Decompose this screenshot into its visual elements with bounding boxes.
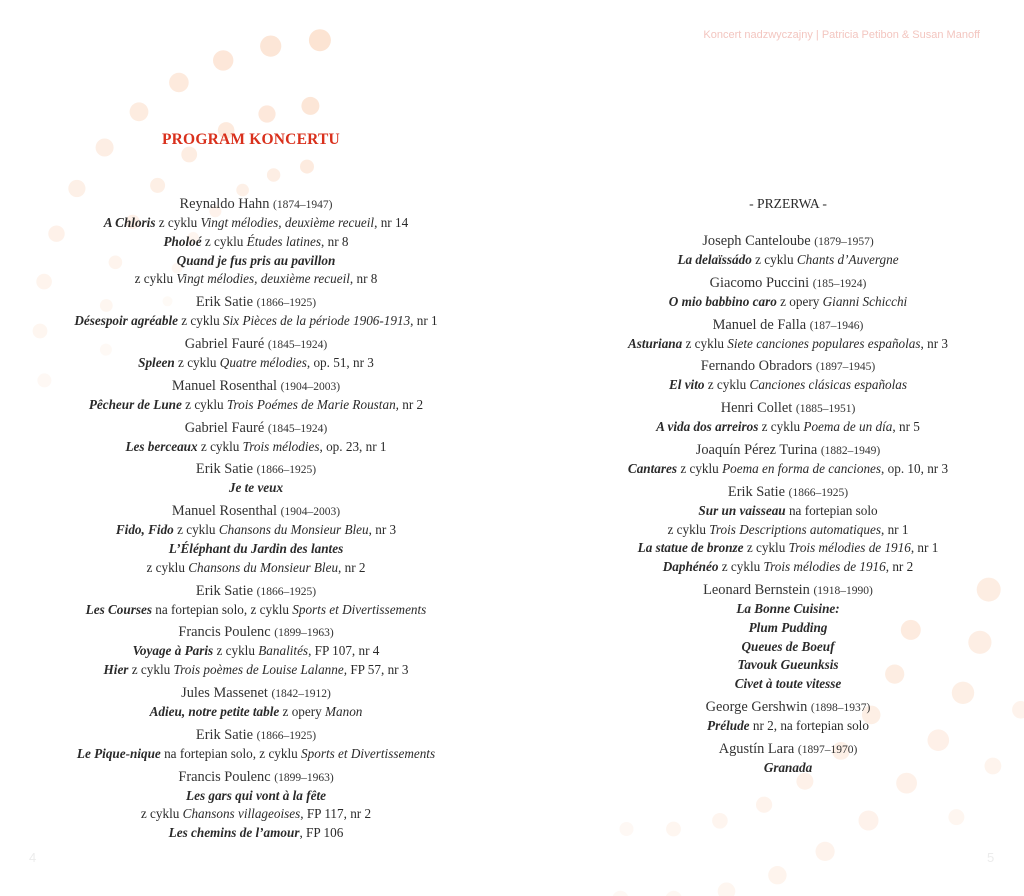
work-line [40, 661, 472, 680]
work-text: z cyklu [197, 438, 243, 454]
composer-name: Manuel Rosenthal [171, 503, 278, 520]
composer-name: Erik Satie [195, 461, 254, 478]
work-text: z opery [776, 293, 823, 309]
work-title: Cantares [627, 460, 678, 476]
cycle-title: Chansons du Monsieur Bleu [218, 522, 369, 538]
work-line [572, 335, 1004, 354]
work-text: z opery [279, 703, 326, 719]
work-line [40, 521, 472, 540]
composer-years: (1918–1990) [813, 584, 873, 597]
work-text: nr 2, na fortepian solo [749, 717, 869, 733]
cycle-title: Quatre mélodies [219, 354, 307, 370]
work-title: A Chloris [103, 215, 156, 230]
work-text: z cyklu [177, 313, 224, 329]
work-text: z cyklu [155, 215, 201, 230]
composer-years: (1904–2003) [280, 380, 341, 393]
work-text: z cyklu [134, 271, 177, 287]
work-text: z cyklu [201, 233, 247, 249]
composer-years: (185–1924) [812, 277, 867, 290]
cycle-title: Sports et Divertissements [301, 745, 436, 761]
work-text: , nr 5 [892, 419, 920, 435]
program-title: PROGRAM KONCERTU [162, 131, 340, 148]
work-text: z cyklu [174, 354, 220, 370]
work-text: z cyklu [718, 559, 764, 575]
composer-line [40, 582, 472, 601]
work-title: El vito [668, 377, 705, 393]
composer-name: Francis Poulenc [178, 768, 271, 785]
work-line [572, 600, 1004, 619]
work-title: Voyage à Paris [132, 643, 214, 659]
work-title: Les gars qui vont à la fête [186, 787, 326, 803]
work-title: L’Éléphant du Jardin des lantes [168, 540, 344, 556]
composer-years: (1842–1912) [271, 687, 331, 700]
composer-line [572, 399, 1004, 418]
work-text: , nr 2 [338, 559, 366, 575]
cycle-title: Banalités [258, 643, 309, 659]
cycle-title: Six Pièces de la période 1906-1913 [223, 313, 411, 329]
composer-line [572, 316, 1004, 335]
composer-line [572, 740, 1004, 759]
work-title: Daphénéo [662, 559, 719, 575]
composer-line [40, 460, 472, 479]
work-text: z cyklu [140, 806, 183, 822]
work-line [40, 824, 472, 843]
composer-years: (1866–1925) [256, 729, 317, 742]
work-text: , nr 2 [885, 559, 914, 575]
work-line [40, 601, 472, 620]
work-text: , nr 8 [321, 233, 349, 249]
work-text: na fortepian solo [785, 502, 878, 518]
composer-years: (1899–1963) [274, 627, 334, 640]
composer-name: Leonard Bernstein [703, 581, 810, 598]
composer-line [40, 293, 472, 312]
work-title: Civet à toute vitesse [734, 676, 842, 692]
work-text: , nr 1 [910, 540, 939, 556]
work-line [40, 214, 472, 233]
work-line [40, 438, 472, 457]
work-line [40, 396, 472, 415]
cycle-title: Chansons du Monsieur Bleu [188, 559, 339, 575]
work-line [40, 805, 472, 824]
work-text: , nr 3 [368, 522, 397, 538]
work-text: z cyklu [751, 252, 797, 267]
work-text: , op. 23, nr 1 [319, 438, 387, 454]
cycle-title: Poema de un día [803, 419, 893, 435]
composer-years: (1904–2003) [280, 506, 341, 519]
composer-name: George Gershwin [705, 698, 808, 715]
work-text: nr 2 [398, 396, 424, 412]
cycle-title: Canciones clásicas españolas [749, 377, 908, 393]
composer-line [572, 441, 1004, 460]
work-line [572, 293, 1004, 312]
work-title: Spleen [138, 354, 175, 370]
work-title: Désespoir agréable [74, 313, 178, 329]
composer-name: Agustín Lara [718, 740, 795, 757]
composer-years: (1866–1925) [256, 585, 317, 598]
work-text: FP 57, nr 3 [347, 662, 409, 678]
composer-line [572, 274, 1004, 293]
work-title: Les chemins de l’amour [168, 825, 300, 841]
work-title: Le Pique-nique [76, 745, 161, 761]
work-title: Asturiana [627, 335, 683, 351]
work-line [572, 759, 1004, 778]
program-right-list [572, 232, 1004, 778]
cycle-title: Siete canciones populares españolas [727, 335, 921, 351]
cycle-title: Trois mélodies [242, 438, 320, 454]
work-line [40, 559, 472, 578]
work-title: La statue de bronze [637, 540, 744, 556]
program-right-column [572, 195, 1004, 778]
composer-name: Erik Satie [195, 726, 254, 743]
work-title: Pêcheur de Lune [88, 396, 182, 412]
program-left-column [40, 195, 472, 843]
work-line [572, 418, 1004, 437]
cycle-title: Vingt mélodies, deuxième recueil [176, 271, 350, 287]
cycle-title: Trois Poémes de Marie Roustan, [226, 396, 399, 412]
composer-years: (1899–1963) [274, 771, 334, 784]
composer-line [40, 623, 472, 642]
work-title: Prélude [707, 717, 750, 733]
work-text: z cyklu [128, 662, 174, 678]
work-text: , FP 117, nr 2 [300, 806, 372, 822]
work-line [572, 502, 1004, 521]
work-line [572, 717, 1004, 736]
cycle-title: Sports et Divertissements [292, 601, 427, 617]
work-title: O mio babbino caro [668, 293, 777, 309]
work-text: na fortepian solo, z cyklu [151, 601, 293, 617]
cycle-title: Chansons villageoises [182, 806, 301, 822]
work-line [572, 539, 1004, 558]
work-title: La delaïssádo [677, 252, 752, 267]
composer-line [40, 768, 472, 787]
composer-years: (1866–1925) [788, 486, 849, 499]
work-title: Sur un vaisseau [698, 502, 786, 518]
work-line [40, 745, 472, 764]
work-text: , nr 1 [410, 313, 438, 329]
cycle-title: Trois mélodies de 1916 [788, 540, 911, 556]
work-line [40, 642, 472, 661]
composer-years: (1897–1945) [815, 361, 876, 374]
work-line [40, 233, 472, 252]
composer-years: (1897–1970) [797, 743, 858, 756]
work-text: , nr 14 [374, 215, 409, 230]
composer-line [572, 357, 1004, 376]
composer-years: (1866–1925) [256, 464, 317, 477]
work-title: Queues de Boeuf [741, 638, 835, 654]
work-text: z cyklu [181, 396, 227, 412]
composer-name: Manuel Rosenthal [171, 377, 278, 394]
composer-name: Joseph Canteloube [702, 233, 811, 249]
page-number-left: 4 [29, 850, 37, 865]
work-title: Je te veux [228, 480, 284, 496]
cycle-title: Trois Descriptions automatiques [709, 521, 881, 537]
work-line [40, 479, 472, 498]
cycle-title: Études latines [246, 233, 322, 249]
work-line [572, 460, 1004, 479]
composer-name: Francis Poulenc [178, 624, 271, 641]
composer-years: (1874–1947) [273, 199, 333, 211]
work-text: z cyklu [677, 460, 723, 476]
work-line [40, 312, 472, 331]
composer-name: Joaquín Pérez Turina [695, 441, 818, 458]
composer-years: (1885–1951) [795, 403, 856, 416]
cycle-title: Trois poèmes de Louise Lalanne, [173, 662, 348, 678]
composer-years: (1845–1924) [267, 338, 328, 351]
running-header: Koncert nadzwyczajny | Patricia Petibon & Susan Manoff [703, 29, 980, 41]
work-line [572, 656, 1004, 675]
composer-line [572, 581, 1004, 600]
work-text: z cyklu [743, 540, 789, 556]
composer-years: (1879–1957) [814, 236, 874, 248]
work-title: La Bonne Cuisine: [736, 600, 840, 616]
work-line [40, 703, 472, 722]
work-line [572, 638, 1004, 657]
work-text: z cyklu [173, 522, 219, 538]
composer-years: (1882–1949) [820, 444, 881, 457]
composer-years: (187–1946) [809, 319, 864, 332]
composer-line [40, 195, 472, 214]
intermission-label: - PRZERWA - [749, 196, 827, 211]
work-text: z cyklu [682, 335, 728, 351]
work-title: Les Courses [85, 601, 152, 617]
cycle-title: Manon [325, 703, 363, 719]
work-title: Pholoé [163, 233, 202, 249]
composer-name: Manuel de Falla [712, 316, 807, 333]
work-line [572, 251, 1004, 270]
composer-line [40, 684, 472, 703]
work-line [572, 376, 1004, 395]
work-line [40, 787, 472, 806]
composer-years: (1866–1925) [256, 297, 317, 310]
work-text: z cyklu [667, 521, 710, 537]
composer-line [40, 726, 472, 745]
work-line [40, 540, 472, 559]
page-number-right: 5 [987, 850, 995, 865]
work-line [40, 354, 472, 373]
work-title: Fido, Fido [115, 522, 174, 538]
work-text: na fortepian solo, z cyklu [160, 745, 302, 761]
composer-line [572, 483, 1004, 502]
composer-line [40, 377, 472, 396]
composer-name: Giacomo Puccini [709, 274, 810, 291]
work-line [572, 558, 1004, 577]
cycle-title: Vingt mélodies, deuxième recueil [200, 215, 375, 230]
composer-name: Henri Collet [720, 400, 793, 417]
work-line [40, 270, 472, 289]
work-text: , op. 51, nr 3 [306, 354, 374, 370]
composer-line [40, 419, 472, 438]
work-title: Tavouk Gueunksis [737, 657, 839, 673]
work-title: Hier [103, 662, 129, 678]
work-text: , nr 3 [920, 335, 949, 351]
composer-years: (1898–1937) [810, 701, 871, 714]
composer-line [572, 232, 1004, 251]
cycle-title: Trois mélodies de 1916 [763, 559, 886, 575]
work-title: Granada [763, 759, 813, 775]
work-text: z cyklu [146, 559, 189, 575]
cycle-title: Chants d’Auvergne [796, 252, 899, 267]
work-text: , op. 10, nr 3 [881, 460, 949, 476]
work-title: A vida dos arreiros [656, 419, 759, 435]
work-text: z cyklu [704, 377, 750, 393]
work-line [572, 619, 1004, 638]
work-line [40, 252, 472, 271]
composer-name: Jules Massenet [181, 684, 268, 701]
cycle-title: Gianni Schicchi [822, 293, 908, 309]
work-title: Quand je fus pris au pavillon [176, 252, 336, 268]
work-line [572, 675, 1004, 694]
composer-name: Erik Satie [195, 582, 254, 599]
work-text: z cyklu [758, 419, 804, 435]
composer-line [40, 502, 472, 521]
composer-years: (1845–1924) [267, 422, 328, 435]
work-text: , nr 1 [880, 521, 909, 537]
work-title: Adieu, notre petite table [149, 703, 280, 719]
composer-line [40, 335, 472, 354]
work-text: , FP 106 [299, 825, 344, 841]
work-text: , FP 107, nr 4 [308, 643, 380, 659]
composer-name: Reynaldo Hahn [179, 196, 270, 212]
work-title: Les berceaux [125, 438, 198, 454]
composer-name: Fernando Obradors [700, 358, 813, 375]
work-text: , nr 8 [349, 271, 378, 287]
composer-name: Erik Satie [195, 294, 254, 311]
composer-name: Gabriel Fauré [184, 419, 265, 436]
work-line [572, 521, 1004, 540]
composer-line [572, 698, 1004, 717]
work-title: Plum Pudding [748, 619, 828, 635]
composer-name: Gabriel Fauré [184, 335, 265, 352]
cycle-title: Poema en forma de canciones [722, 460, 882, 476]
composer-name: Erik Satie [727, 483, 786, 500]
work-text: z cyklu [213, 643, 259, 659]
